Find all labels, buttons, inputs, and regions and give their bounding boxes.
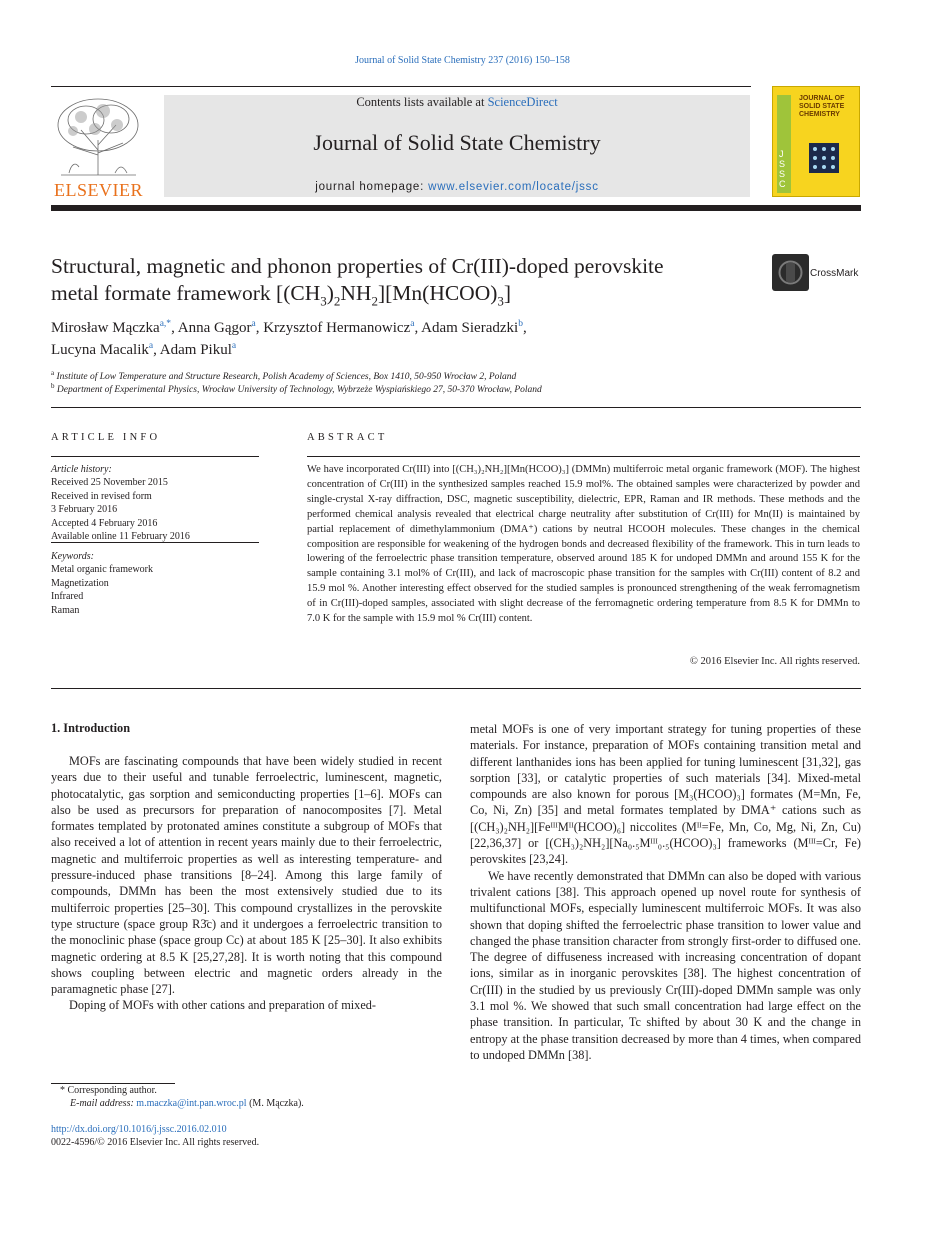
crossmark-icon[interactable]: [772, 254, 809, 291]
affiliation-rule: [51, 407, 861, 408]
abstract-heading: ABSTRACT: [307, 432, 388, 443]
elsevier-wordmark: ELSEVIER: [54, 180, 143, 200]
keyword: Raman: [51, 604, 80, 616]
section-heading-introduction: 1. Introduction: [51, 721, 131, 735]
keyword: Magnetization: [51, 577, 109, 589]
title-line-1: Structural, magnetic and phonon properties of Cr(III)-doped perovskite: [51, 254, 664, 278]
author-affil-sup[interactable]: a: [148, 341, 154, 351]
author-name[interactable]: Adam Pikul: [159, 342, 232, 358]
contents-prefix: Contents lists available at: [356, 95, 485, 109]
email-link[interactable]: m.maczka@int.pan.wroc.pl: [136, 1098, 247, 1109]
homepage-link[interactable]: www.elsevier.com/locate/jssc: [428, 181, 599, 193]
journal-reference[interactable]: Journal of Solid State Chemistry 237 (2016) 150–158: [355, 55, 570, 66]
abstract-rule: [307, 456, 860, 457]
author-name[interactable]: Anna Gągor: [177, 320, 252, 336]
author-name[interactable]: Mirosław Mączka: [51, 320, 160, 336]
paragraph: We have recently demonstrated that DMMn can also be doped with various trivalent cations [38]. This approach opened up novel route for synthesis of multifunctional MOFs, especially luminescent multiferroic MOFs. It was also shown that doping shifted the ferroelectric phase transition to lower value and changed the phase transition character from strongly first-order to diffused one. The degree of diffuseness increased with increasing concentration of dopant ions, similar as in inorganic perovskites [38]. The highest concentration of Cr(III) in the studied by us previously Cr(III)-doped DMMn sample was only 3.1 mol %. We showed that such small concentration had large effect on the phase transition. In particular, Tc shifted by about 30 K and the change in entropy at the phase transition decreased by more than 4 times, when compared to undoped DMMn [38].: [470, 868, 861, 1062]
affiliation-a: $^a$ Institute of Low Temperature and Structure Research, Polish Academy of Sciences, Box 1410, 50-950 Wrocław 2, Poland: [51, 369, 517, 383]
author-affil-sup[interactable]: a: [251, 319, 256, 329]
article-info-heading: ARTICLE INFO: [51, 432, 161, 443]
cover-spine-text: JSSC: [779, 149, 786, 189]
author-name[interactable]: Lucyna Macalik: [51, 342, 149, 358]
cover-crystal-icon: [809, 143, 839, 173]
author-list: [51, 317, 861, 361]
issn-line: 0022-4596/© 2016 Elsevier Inc. All rights reserved.: [51, 1137, 260, 1148]
abstract-text: We have incorporated Cr(III) into [(CH₃)₂NH₂][Mn(HCOO)₃] (DMMn) multiferroic metal organic framework (MOF). The highest concentration of Cr(III) in the synthesized samples reached 15.9 mol%. The obtained samples were characterized by powder and single-crystal X-ray diffraction, DSC, magnetic susceptibility, dielectric, EPR, Raman and IR methods. These methods and the performed chemical analysis revealed that electrical charge neutrality after substitution of Cr(III) for Mn(II) is maintained by partial replacement of dimethylammonium (DMA⁺) cations by neutral HCOOH molecules. These changes in the chemical composition are responsible for weakening of the hydrogen bonds and decreased flexibility of the framework. This in turn leads to lowering of the ferroelectric phase transition temperature, observed around 185 K for undoped DMMn and around 155 K for the sample containing 3.1 mol% of Cr(III), and lack of macroscopic phase transition for the samples with Cr(III) content of 8.2 and 15.9 mol %. Another interesting effect observed for the studied samples is pronounced strengthening of the weak ferromagnetism of in Cr(III)-doped samples, associated with slight decrease of the ferromagnetic ordering temperature from 8.5 K for DMMn to 7.0 K for the sample with 15.9 mol % Cr(III) content.: [307, 464, 860, 625]
keyword: Infrared: [51, 591, 84, 603]
header-thick-rule: [51, 205, 861, 211]
author-affil-sup[interactable]: b: [518, 319, 523, 329]
title-line-2: metal formate framework $[(CH_3)_2NH_2][Mn(HCOO)_3]$: [51, 281, 512, 309]
article-info-mid-rule: [51, 542, 259, 543]
doi-link[interactable]: http://dx.doi.org/10.1016/j.jssc.2016.02.010: [51, 1124, 227, 1135]
keyword: Metal organic framework: [51, 564, 153, 576]
paragraph: Doping of MOFs with other cations and preparation of mixed-: [69, 998, 377, 1013]
author-line-1: Mirosław Mączka$^{a,*}$, Anna Gągor$^a$, Krzysztof Hermanowicz$^a$, Adam Sieradzki$^b$,: [51, 319, 527, 336]
paragraph: MOFs are fascinating compounds that have been widely studied in recent years due to their useful and tunable ferroelectric, luminescent, magnetic, photocatalytic, gas sorption and semiconducting properties [1–6]. MOFs can also be used as precursors for preparation of nanocomposites [7]. Metal formates templated by protonated amines constitute a subgroup of MOFs that also received a lot of attention in recent years mainly due to their ferroelectric, magnetic and multiferroic properties as well as interesting temperature- and pressure-induced phase transitions [8–24]. Among this large family of compounds, DMMn has been the most extensively studied due to its multiferroic properties [25–30]. This compound crystallizes in the perovskite type structure (space group R3̄c) and it undergoes a ferroelectric transition to the monoclinic phase (space group Cc) at about 185 K [25–30]. It also exhibits magnetic ordering at 8.5 K [25,27,28]. It is worth noting that this compound shows coupling between electric and magnetic orders already in the paramagnetic phase [27].: [51, 754, 442, 997]
author-name[interactable]: Krzysztof Hermanowicz: [263, 320, 411, 336]
abstract-bottom-rule: [51, 688, 861, 689]
affiliation-b: $^b$ Department of Experimental Physics, Wrocław University of Technology, Wybrzeże Wyspiańskiego 27, 50-370 Wrocław, Poland: [51, 382, 542, 396]
sciencedirect-link[interactable]: ScienceDirect: [487, 95, 558, 109]
header-rule: [51, 86, 751, 87]
author-name[interactable]: Adam Sieradzki: [421, 320, 519, 336]
article-info-rule: [51, 456, 259, 457]
email-note: E-mail address: m.maczka@int.pan.wroc.pl (M. Mączka).: [70, 1098, 304, 1109]
journal-title: Journal of Solid State Chemistry: [313, 130, 601, 155]
corresponding-author-note: * Corresponding author.: [60, 1085, 157, 1096]
journal-cover-thumbnail[interactable]: [772, 86, 860, 197]
homepage-prefix: journal homepage:: [315, 181, 425, 193]
contents-line: [164, 95, 750, 110]
body-column-left: [51, 753, 442, 1014]
author-affil-sup[interactable]: a,*: [159, 319, 172, 329]
paragraph: metal MOFs is one of very important strategy for tuning properties of these materials. For instance, preparation of MOFs containing transition metal and different lanthanides ions has been applied for tuning luminescent [31,32], gas sorption [33], or catalytic properties of such materials [34]. Mixed-metal compounds are also known for porous [M₃(HCOO)₃] formates (M=Mn, Fe, Co, Ni, Zn) [35] and metal formates templated by DMA⁺ cations such as [(CH₃)₂NH₂][FeᴵᴵᴵMᴵᴵ(HCOO)₆] niccolites (Mᴵᴵ=Fe, Mn, Co, Mg, Ni, Zn, Cu) [22,36,37] or [(CH₃)₂NH₂][Na₀.₅Mᴵᴵᴵ₀.₅(HCOO)₃] frameworks (Mᴵᴵᴵ=Cr, Fe) perovskites [23,24].: [470, 722, 861, 867]
cover-title: JOURNAL OF SOLID STATE CHEMISTRY: [799, 95, 845, 118]
article-title: [51, 253, 761, 307]
article-history: Article history: Received 25 November 2015 Received in revised form 3 February 2016 Accepted 4 February 2016 Available online 11 February 2016: [51, 464, 190, 543]
author-affil-sup[interactable]: a: [410, 319, 415, 329]
footnote-rule: [51, 1083, 175, 1084]
body-column-right: [470, 721, 861, 1063]
keywords: Keywords: Metal organic framework Magnetization Infrared Raman: [51, 550, 259, 617]
crossmark-label[interactable]: CrossMark: [810, 268, 859, 279]
journal-homepage: [164, 181, 750, 193]
abstract-copyright: © 2016 Elsevier Inc. All rights reserved.: [689, 656, 860, 667]
author-affil-sup[interactable]: a: [231, 341, 237, 351]
author-line-2: Lucyna Macalik$^a$, Adam Pikul$^a$: [51, 341, 237, 358]
